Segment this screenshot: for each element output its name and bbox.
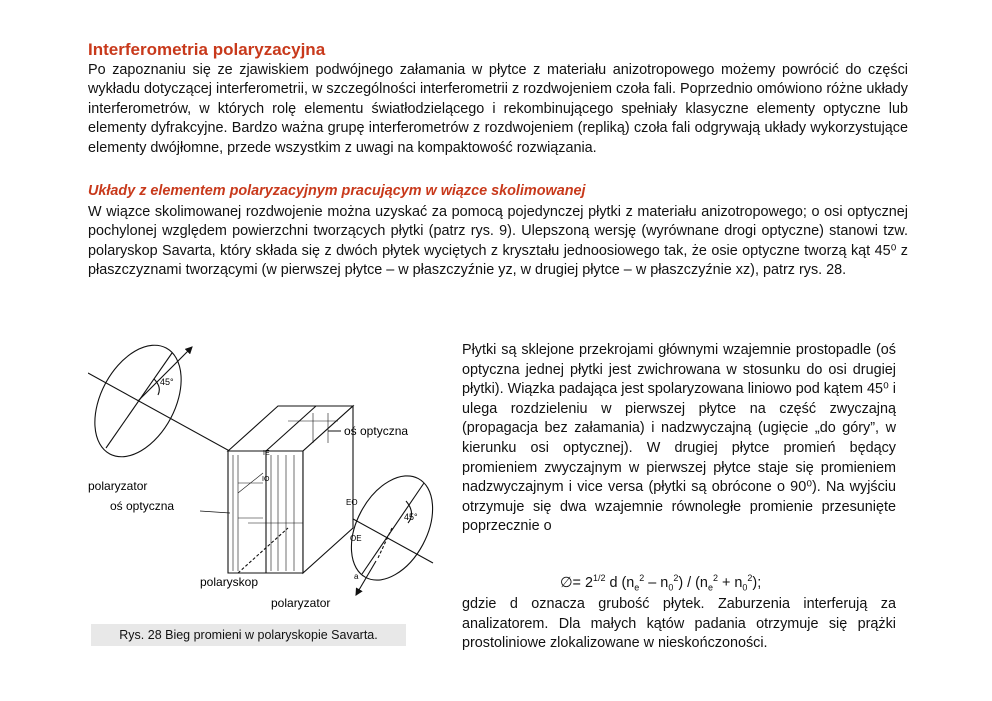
- subsection-title: Układy z elementem polaryzacyjnym pracującym w wiązce skolimowanej: [88, 183, 586, 199]
- formula-exponent: 1/2: [592, 573, 606, 583]
- oe-label: OE: [350, 534, 362, 543]
- a-label: a: [354, 572, 359, 581]
- section-title: Interferometria polaryzacyjna: [88, 40, 326, 59]
- os-optyczna-right-label: oś optyczna: [344, 424, 409, 438]
- polaryzator-left-label: polaryzator: [88, 479, 148, 493]
- formula-end: );: [752, 574, 762, 591]
- formula-sup-2: 2: [673, 573, 679, 583]
- polaryzator-bottom-label: polaryzator: [271, 596, 331, 610]
- angle-label-top: 45°: [160, 377, 174, 387]
- io-label: IO: [262, 476, 270, 483]
- savart-formula: [560, 573, 761, 593]
- formula-sub-e1: e: [634, 582, 640, 593]
- formula-d: d (n: [605, 574, 635, 591]
- intro-paragraph: Po zapoznaniu się ze zjawiskiem podwójnego załamania w płytce z materiału anizotropowego możemy powrócić do części wykładu dotyczącej interferometrii, w szczególności interferometrii z rozdwojeniem czoła fali. Poprzednio omówiono różne układy interferometrów, w których rolę elementu światłodzielącego i rekombinującego spełniały klasyczne elementy optyczne lub elementy dyfrakcyjne. Bardzo ważna grupę interferometrów z rozdwojeniem (repliką) czoła fali odgrywają układy wykorzystujące elementy dwójłomne, przede wszystkim z uwagi na kompaktowość rozwiązania.: [88, 62, 908, 156]
- formula-lhs: ∅= 2: [560, 574, 593, 591]
- formula-sup-4: 2: [747, 573, 753, 583]
- closing-paragraph: gdzie d oznacza grubość płytek. Zaburzenia interferują za analizatorem. Dla małych kątów padania otrzymuje się prążki prostoliniowe zlokalizowane w nieskończoności.: [462, 596, 896, 652]
- savart-diagram: [88, 333, 440, 628]
- angle-label-right: 45°: [404, 512, 418, 522]
- formula-mid: ) / (n: [678, 574, 708, 591]
- formula-plus: + n: [717, 574, 743, 591]
- left-polarizer: [88, 333, 199, 471]
- eo-label: EO: [346, 498, 358, 507]
- right-paragraph: Płytki są sklejone przekrojami głównymi wzajemnie prostopadle (oś optyczna jednej płytki jest zwichrowana w stosunku do osi drugiej płytki). Wiązka padająca jest spolaryzowana liniowo pod kątem 45⁰ i ulega rozdzieleniu w pierwszej płytce na część zwyczajną (propagacja bez załamania) i nadzwyczajną (ugięcie „do góry”, w kierunku osi optycznej). W drugiej płytce promień będący promieniem zwyczajnym w pierwszej płytce staje się promieniem nadzwyczajnym i vice versa (płytki są obrócone o 90⁰). Na wyjściu otrzymuje się dwa wzajemnie równoległe promienie przesunięte poprzecznie o: [462, 342, 896, 535]
- figure-caption: Rys. 28 Bieg promieni w polaryskopie Savarta.: [91, 624, 406, 646]
- formula-sup-1: 2: [639, 573, 645, 583]
- savart-figure: [88, 333, 440, 628]
- formula-sub-0-1: 0: [668, 582, 674, 593]
- os-optyczna-left-label: oś optyczna: [110, 499, 175, 513]
- polaryskop-label: polaryskop: [200, 575, 259, 589]
- ie-label: IE: [263, 450, 270, 457]
- formula-sub-0-2: 0: [742, 582, 748, 593]
- formula-sup-3: 2: [712, 573, 718, 583]
- formula-sub-e2: e: [707, 582, 713, 593]
- subsection-paragraph: W wiązce skolimowanej rozdwojenie można uzyskać za pomocą pojedynczej płytki z materiału anizotropowego; o osi optycznej pochylonej względem powierzchni tworzących płytki (patrz rys. 9). Ulepszoną wersję (wyrównane drogi optyczne) stanowi tzw. polaryskop Savarta, który składa się z dwóch płytek wyciętych z kryształu jednoosiowego tak, że osie optyczne tworzą kąt 45⁰ z płaszczyznami tworzącymi (w pierwszej płytce – w płaszczyźnie yz, w drugiej płytce – w płaszczyźnie xz), patrz rys. 28.: [88, 204, 908, 279]
- formula-minus: – n: [644, 574, 669, 591]
